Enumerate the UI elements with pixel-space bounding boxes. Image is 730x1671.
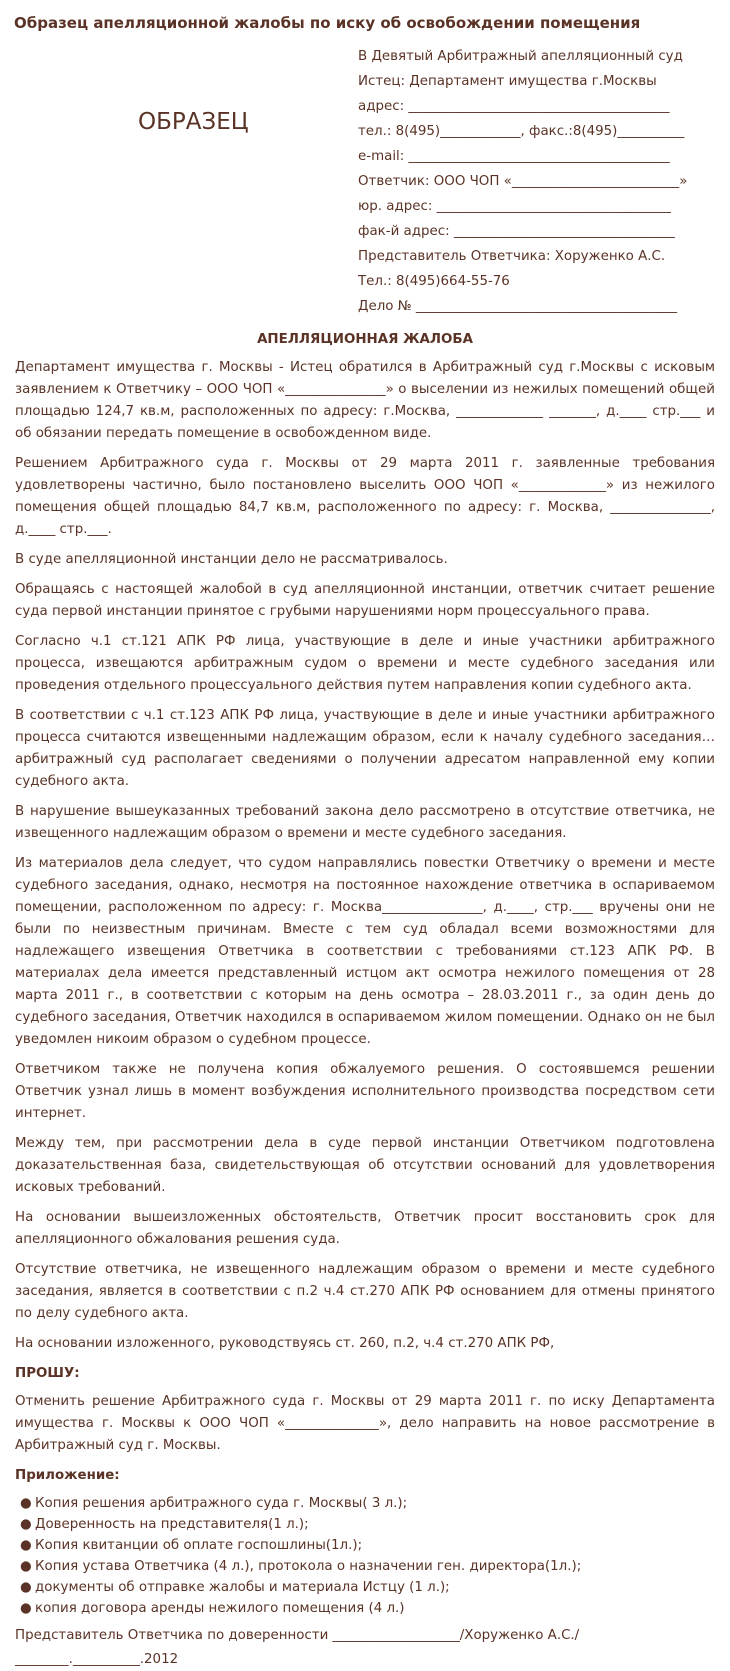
list-item: [15, 1535, 715, 1556]
list-item: [15, 1556, 715, 1577]
bullet-icon: ●: [20, 1580, 32, 1595]
bullet-icon: ●: [20, 1601, 32, 1616]
header-line-representative: Представитель Ответчика: Хоруженко А.С.: [358, 249, 666, 264]
paragraph: Департамент имущества г. Москвы - Истец обратился в Арбитражный суд г.Москвы с исковым заявлением к Ответчику – ООО ЧОП «_______________» о выселении из нежилых помещений общей площадью 124,7 кв.м, расположенных по адресу: г.Москва, _____________ _______, д.____ стр.___ и об обязании передать помещение в освобожденном виде.: [15, 360, 715, 441]
paragraph: На основании вышеизложенных обстоятельств, Ответчик просит восстановить срок для апелляционного обжалования решения суда.: [15, 1210, 715, 1247]
paragraph: Решением Арбитражного суда г. Москвы от 29 марта 2011 г. заявленные требования удовлетворены частично, было постановлено выселить ООО ЧОП «_____________» из нежилого помещения общей площадью 84,7 кв.м, расположенного по адресу: г. Москва, _______________, д.____ стр.___.: [15, 456, 715, 537]
list-item: [15, 1493, 715, 1514]
request-text: Отменить решение Арбитражного суда г. Москвы от 29 марта 2011 г. по иску Департамента имущества г. Москвы к ООО ЧОП «______________», дело направить на новое рассмотрение в Арбитражный суд г. Москвы.: [15, 1394, 715, 1453]
appeal-body: [15, 357, 715, 1671]
header-line-plaintiff: Истец: Департамент имущества г.Москвы: [358, 74, 657, 89]
paragraph: В нарушение вышеуказанных требований закона дело рассмотрено в отсутствие ответчика, не извещенного надлежащим образом о времени и месте судебного заседания.: [15, 804, 715, 841]
attachments-list: [15, 1493, 715, 1619]
paragraph: В суде апелляционной инстанции дело не рассматривалось.: [15, 552, 448, 567]
paragraph: Между тем, при рассмотрении дела в суде первой инстанции Ответчиком подготовлена доказательственная база, свидетельствующая об отсутствии оснований для удовлетворения исковых требований.: [15, 1136, 715, 1195]
bullet-icon: ●: [20, 1496, 32, 1511]
list-item: [15, 1514, 715, 1535]
attachment-label: Копия квитанции об оплате госпошлины(1л.);: [35, 1538, 363, 1553]
paragraph: Отсутствие ответчика, не извещенного надлежащим образом о времени и месте судебного заседания, является в соответствии с п.2 ч.4 ст.270 АПК РФ основанием для отмены принятого по делу судебного акта.: [15, 1262, 715, 1321]
paragraph: Ответчиком также не получена копия обжалуемого решения. О состоявшемся решении Ответчик узнал лишь в момент возбуждения исполнительного производства посредством сети интернет.: [15, 1062, 715, 1121]
attachment-label: документы об отправке жалобы и материала Истцу (1 л.);: [35, 1580, 450, 1595]
header-line-phone: тел.: 8(495)____________, факс.:8(495)__________: [358, 124, 685, 139]
sample-stamp: ОБРАЗЕЦ: [138, 109, 249, 135]
paragraph: Обращаясь с настоящей жалобой в суд апелляционной инстанции, ответчик считает решение суда первой инстанции принятое с грубыми нарушениями норм процессуального права.: [15, 582, 715, 619]
bullet-icon: ●: [20, 1559, 32, 1574]
list-item: [15, 1577, 715, 1598]
bullet-icon: ●: [20, 1517, 32, 1532]
bullet-icon: ●: [20, 1538, 32, 1553]
header-line-defendant: Ответчик: ООО ЧОП «_________________________»: [358, 174, 688, 189]
attachment-label: Копия устава Ответчика (4 л.), протокола о назначении ген. директора(1л.);: [35, 1559, 582, 1574]
paragraph: Из материалов дела следует, что судом направлялись повестки Ответчику о времени и месте судебного заседания, однако, несмотря на постоянное нахождение ответчика в оспариваемом помещении, расположенном по адресу: г. Москва_______________, д.____, стр.___ вручены они не были по неизвестным причинам. Вместе с тем суд обладал всеми возможностями для надлежащего извещения Ответчика в соответствии с требованиями ст.123 АПК РФ. В материалах дела имеется представленный истцом акт осмотра нежилого помещения от 28 марта 2011 г., в соответствии с которым на день осмотра – 28.03.2011 г., за один день до судебного заседания, Ответчик находился в оспариваемом жилом помещении. Однако он не был уведомлен никоим образом о судебном процессе.: [15, 856, 715, 1047]
attachment-label: копия договора аренды нежилого помещения (4 л.): [35, 1601, 405, 1616]
header-line-actual-address: фак-й адрес: _________________________________: [358, 224, 675, 239]
request-heading: ПРОШУ:: [15, 1366, 80, 1381]
signature-line: Представитель Ответчика по доверенности ___________________/Хоруженко А.С./: [15, 1628, 580, 1643]
attachments-heading: Приложение:: [15, 1468, 120, 1483]
date-line: ________.__________.2012: [15, 1652, 179, 1667]
header-line-court: В Девятый Арбитражный апелляционный суд: [358, 49, 683, 64]
paragraph: Согласно ч.1 ст.121 АПК РФ лица, участвующие в деле и иные участники арбитражного процесса, извещаются арбитражным судом о времени и месте судебного заседания или проведения отдельного процессуального действия путем направления копии судебного акта.: [15, 634, 715, 693]
document-title: Образец апелляционной жалобы по иску об освобождении помещения: [14, 14, 641, 32]
header-line-case-number: Дело № _______________________________________: [358, 299, 678, 314]
header-line-rep-phone: Тел.: 8(495)664-55-76: [358, 274, 510, 289]
appeal-heading: АПЕЛЛЯЦИОННАЯ ЖАЛОБА: [257, 332, 473, 347]
list-item: [15, 1598, 715, 1619]
addressee-block: [358, 44, 728, 319]
header-line-legal-address: юр. адрес: ___________________________________: [358, 199, 671, 214]
attachment-label: Копия решения арбитражного суда г. Москвы( 3 л.);: [35, 1496, 408, 1511]
header-line-address: адрес: _______________________________________: [358, 99, 670, 114]
paragraph: На основании изложенного, руководствуясь ст. 260, п.2, ч.4 ст.270 АПК РФ,: [15, 1336, 555, 1351]
attachment-label: Доверенность на представителя(1 л.);: [35, 1517, 309, 1532]
header-line-email: e-mail: _______________________________________: [358, 149, 670, 164]
paragraph: В соответствии с ч.1 ст.123 АПК РФ лица, участвующие в деле и иные участники арбитражного процесса считаются извещенными надлежащим образом, если к началу судебного заседания… арбитражный суд располагает сведениями о получении адресатом направленной ему копии судебного акта.: [15, 708, 715, 789]
